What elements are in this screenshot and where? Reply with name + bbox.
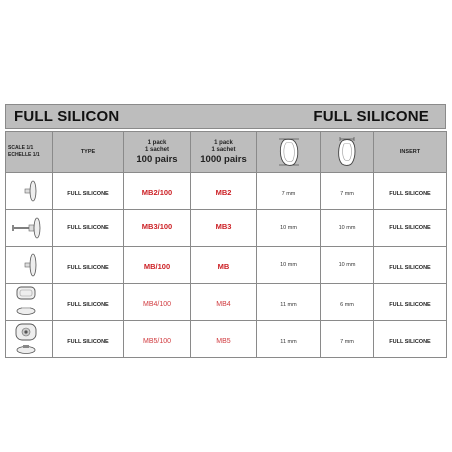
header-width <box>321 132 374 173</box>
header-insert: INSERT <box>374 132 447 173</box>
width-cell: 7 mm <box>340 339 354 345</box>
code-1000-cell: MB2 <box>215 188 232 197</box>
type-cell: FULL SILICONE <box>67 225 109 231</box>
code-1000-cell: MB5 <box>216 338 231 345</box>
width-cell: 10 mm <box>338 225 356 231</box>
code-100-cell: MB4/100 <box>142 301 172 308</box>
oval-pad-side-icon <box>12 250 46 280</box>
header-height <box>257 132 321 173</box>
table-row <box>6 247 447 284</box>
header-type: TYPE <box>53 132 124 173</box>
header-scale-line1: SCALE 1/1 <box>8 145 34 151</box>
type-cell: FULL SILICONE <box>67 191 109 197</box>
title-right: FULL SILICONE <box>313 108 429 125</box>
code-100-cell: MB/100 <box>143 262 171 271</box>
pad-cell <box>6 284 53 321</box>
pad-cell <box>6 247 53 284</box>
header-pack-1000-line2: 1 sachet <box>211 146 236 153</box>
table-row <box>6 321 447 358</box>
product-table <box>5 131 447 358</box>
round-pad-front-icon <box>9 321 49 357</box>
table-row <box>6 210 447 247</box>
width-cell: 6 mm <box>340 302 354 308</box>
header-pack-1000-line3: 1000 pairs <box>200 153 247 165</box>
height-cell: 10 mm <box>280 262 297 268</box>
insert-cell: FULL SILICONE <box>389 265 431 271</box>
height-cell: 11 mm <box>280 302 297 308</box>
rectangular-pad-front-icon <box>9 284 49 320</box>
type-cell: FULL SILICONE <box>67 339 109 345</box>
insert-cell: FULL SILICONE <box>389 225 431 231</box>
insert-cell: FULL SILICONE <box>389 191 431 197</box>
code-100-cell: MB2/100 <box>141 188 173 197</box>
header-pack-100-line2: 1 sachet <box>144 146 169 153</box>
width-cell: 7 mm <box>340 191 354 197</box>
header-pack-1000 <box>191 132 257 173</box>
header-scale <box>6 132 53 173</box>
header-pack-1000-line1: 1 pack <box>214 139 233 146</box>
height-cell: 11 mm <box>280 339 297 345</box>
header-row <box>6 132 447 173</box>
code-100-cell: MB3/100 <box>141 222 173 231</box>
insert-cell: FULL SILICONE <box>389 339 431 345</box>
title-bar <box>5 104 446 129</box>
header-pack-100 <box>124 132 191 173</box>
height-cell: 10 mm <box>280 225 297 231</box>
code-1000-cell: MB4 <box>216 301 231 308</box>
screw-pad-side-icon <box>9 213 49 243</box>
type-cell: FULL SILICONE <box>67 265 109 271</box>
pad-width-icon <box>332 135 362 169</box>
header-pack-100-line1: 1 pack <box>147 139 167 146</box>
table-row <box>6 173 447 210</box>
code-1000-cell: MB <box>217 262 230 271</box>
code-1000-cell: MB3 <box>215 222 232 231</box>
table-row <box>6 284 447 321</box>
header-pack-100-line3: 100 pairs <box>136 153 178 165</box>
type-cell: FULL SILICONE <box>67 302 109 308</box>
header-scale-line2: ECHELLE 1/1 <box>8 152 40 158</box>
insert-cell: FULL SILICONE <box>389 302 431 308</box>
pad-cell <box>6 210 53 247</box>
code-100-cell: MB5/100 <box>142 338 172 345</box>
title-left: FULL SILICON <box>14 108 120 125</box>
pad-cell <box>6 321 53 358</box>
pad-height-icon <box>274 135 304 169</box>
width-cell: 10 mm <box>338 262 356 268</box>
pad-cell <box>6 173 53 210</box>
height-cell: 7 mm <box>281 191 296 197</box>
round-pad-side-icon <box>12 176 46 206</box>
